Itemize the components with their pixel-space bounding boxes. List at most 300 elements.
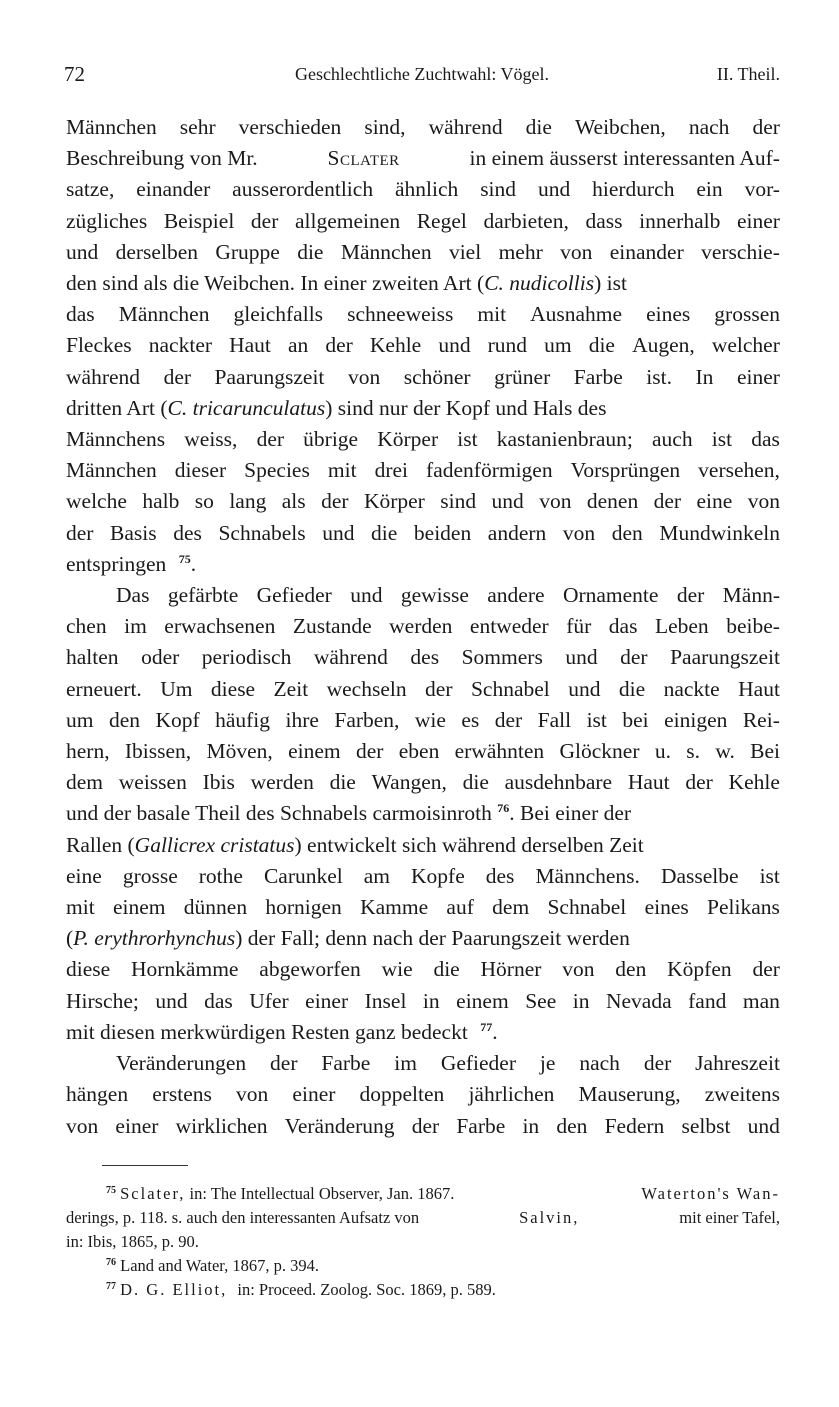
text-line bbox=[66, 486, 780, 517]
word: halb bbox=[142, 489, 180, 514]
word: Beispiel bbox=[163, 208, 235, 233]
word: und bbox=[350, 583, 383, 608]
footnote-75-cont: derings, p. 118. s. auch den interessanten Aufsatz von Salvin, mit einer Tafel, bbox=[66, 1206, 780, 1230]
word: fadenförmigen bbox=[426, 458, 553, 483]
word: Haut bbox=[229, 333, 271, 358]
word: des bbox=[173, 520, 202, 545]
word: die bbox=[329, 770, 356, 795]
word: von bbox=[747, 489, 780, 514]
word: den bbox=[615, 957, 647, 982]
word: Bei bbox=[750, 739, 780, 764]
word: jährlichen bbox=[468, 1082, 555, 1107]
text-line: (P. erythrorhynchus) der Fall; denn nach der Paarungszeit werden bbox=[66, 926, 630, 951]
word: einer bbox=[736, 364, 780, 389]
word: Glöckner bbox=[559, 739, 640, 764]
word: Veränderung bbox=[284, 1113, 395, 1138]
text-line bbox=[66, 674, 780, 705]
page-number: 72 bbox=[64, 62, 85, 86]
word: einander bbox=[609, 239, 684, 264]
word: und bbox=[322, 520, 355, 545]
word: der bbox=[250, 208, 279, 233]
word: Zeit bbox=[273, 676, 309, 701]
word: Gruppe bbox=[215, 239, 280, 264]
footnote-number: 77 bbox=[106, 1281, 116, 1292]
running-title: Geschlechtliche Zuchtwahl: Vögel. bbox=[294, 64, 550, 84]
word: die bbox=[433, 957, 460, 982]
word: die bbox=[588, 333, 615, 358]
word: mit bbox=[327, 458, 357, 483]
word: Veränderungen bbox=[116, 1051, 247, 1076]
word: diese bbox=[210, 676, 256, 701]
word: Paarungszeit bbox=[214, 364, 325, 389]
word: wie bbox=[414, 707, 446, 732]
word: der bbox=[321, 489, 349, 514]
text-line bbox=[66, 330, 780, 361]
word: abgeworfen bbox=[259, 957, 361, 982]
word: Haut bbox=[738, 676, 780, 701]
footnotes bbox=[66, 1182, 780, 1302]
body-text bbox=[66, 112, 780, 1142]
word: Species bbox=[244, 458, 310, 483]
word: und bbox=[747, 1113, 780, 1138]
word: ist bbox=[759, 863, 780, 888]
word: einer bbox=[305, 988, 349, 1013]
word: Pelikans bbox=[707, 895, 780, 920]
word: weissen bbox=[118, 770, 187, 795]
word: welche bbox=[66, 489, 127, 514]
word: der bbox=[66, 520, 94, 545]
text-line bbox=[66, 705, 780, 736]
word: Farbe bbox=[456, 1113, 506, 1138]
word: für bbox=[566, 614, 592, 639]
word: dieser bbox=[174, 458, 227, 483]
word: grosse bbox=[122, 863, 178, 888]
text-line: den sind als die Weibchen. In einer zweiten Art (C. nudicollis) ist bbox=[66, 271, 627, 296]
word: Kehle bbox=[369, 333, 422, 358]
word: um bbox=[544, 333, 572, 358]
word: Augen, bbox=[632, 333, 695, 358]
word: je bbox=[539, 1051, 556, 1076]
word: kastanienbraun; bbox=[496, 427, 633, 452]
word: der bbox=[653, 489, 682, 514]
word: im bbox=[124, 614, 147, 639]
word: nackte bbox=[663, 676, 720, 701]
word: ist. bbox=[646, 364, 672, 389]
word: Männchen bbox=[66, 458, 157, 483]
word: andern bbox=[487, 520, 547, 545]
word: dass bbox=[585, 208, 623, 233]
word: doppelten bbox=[359, 1082, 445, 1107]
footnote-77: $^{77}$ D. G. Elliot, in: Proceed. Zoolog. Soc. 1869, p. 589. bbox=[106, 1280, 496, 1299]
word: den bbox=[556, 1113, 588, 1138]
word: Farbe bbox=[573, 364, 623, 389]
text-line bbox=[66, 986, 780, 1017]
text-line bbox=[66, 518, 780, 549]
word: der bbox=[270, 1051, 298, 1076]
word: der bbox=[163, 364, 192, 389]
word: die bbox=[462, 770, 489, 795]
word: Zustande bbox=[292, 614, 372, 639]
text-line bbox=[66, 424, 780, 455]
word: des bbox=[485, 863, 515, 888]
word: einem bbox=[288, 739, 341, 764]
word: Nevada bbox=[605, 988, 672, 1013]
footnote-number: 76 bbox=[106, 1257, 116, 1268]
cited-author: D. G. Elliot, bbox=[120, 1280, 228, 1299]
word: Ausnahme bbox=[530, 302, 623, 327]
word: auch bbox=[652, 427, 693, 452]
word: Kamme bbox=[360, 895, 429, 920]
word: mehr bbox=[498, 239, 543, 264]
word: und bbox=[491, 489, 524, 514]
word: andere bbox=[487, 583, 545, 608]
text-line bbox=[66, 237, 780, 268]
word: von bbox=[562, 957, 595, 982]
word: satze, bbox=[66, 177, 115, 202]
word: Mauserung, bbox=[578, 1082, 681, 1107]
word: Federn bbox=[604, 1113, 665, 1138]
running-header bbox=[64, 62, 780, 90]
word: Dasselbe bbox=[660, 863, 739, 888]
word: wirklichen bbox=[175, 1113, 268, 1138]
word: der bbox=[425, 676, 453, 701]
word: chen bbox=[66, 614, 107, 639]
word: Mundwinkeln bbox=[659, 520, 780, 545]
text-line bbox=[66, 580, 780, 611]
word: ähnlich bbox=[394, 177, 459, 202]
word: während bbox=[428, 115, 503, 139]
word: diese bbox=[66, 957, 111, 982]
word: wie bbox=[381, 957, 413, 982]
word: ist bbox=[711, 427, 733, 452]
word: w. bbox=[715, 739, 735, 764]
word: erneuert. bbox=[66, 676, 142, 701]
word: Köpfen bbox=[667, 957, 732, 982]
word: und bbox=[66, 239, 99, 264]
word: Kopfe bbox=[411, 863, 465, 888]
word: der bbox=[676, 583, 705, 608]
word: der bbox=[620, 645, 648, 670]
word: erwähnten bbox=[454, 739, 545, 764]
word: gewisse bbox=[400, 583, 469, 608]
text-line: entspringen $^{75}$. bbox=[66, 551, 197, 576]
word: bei bbox=[622, 707, 649, 732]
text-line: und der basale Theil des Schnabels carmoisinroth $^{76}$. Bei einer der bbox=[66, 801, 632, 826]
word: der bbox=[752, 115, 780, 139]
word: eine bbox=[696, 489, 733, 514]
text-line bbox=[66, 767, 780, 798]
word: darbieten, bbox=[483, 208, 569, 233]
word: sind, bbox=[364, 115, 406, 139]
text-line bbox=[66, 455, 780, 486]
word: am bbox=[363, 863, 391, 888]
word: welcher bbox=[711, 333, 780, 358]
word: Kehle bbox=[728, 770, 780, 795]
text-line bbox=[66, 892, 780, 923]
author-name: Sclater bbox=[327, 146, 400, 171]
species-name: C. tricarunculatus bbox=[167, 395, 326, 420]
word: Paarungszeit bbox=[670, 645, 780, 670]
word: dünnen bbox=[183, 895, 248, 920]
word: ein bbox=[696, 177, 723, 202]
word: u. bbox=[654, 739, 671, 764]
word: erwachsenen bbox=[164, 614, 276, 639]
part-label: II. Theil. bbox=[716, 64, 780, 84]
word: Männchen bbox=[340, 239, 432, 264]
word: übrige bbox=[303, 427, 359, 452]
word: schöner bbox=[403, 364, 471, 389]
word: Männchens. bbox=[535, 863, 640, 888]
word: eine bbox=[66, 863, 102, 888]
word: rothe bbox=[198, 863, 243, 888]
word: Ibis bbox=[202, 770, 235, 795]
word: Gefieder bbox=[440, 1051, 517, 1076]
word: werden bbox=[389, 614, 453, 639]
text-line bbox=[66, 206, 780, 237]
text-line bbox=[66, 736, 780, 767]
word: die bbox=[618, 676, 646, 701]
footnote-divider bbox=[102, 1165, 188, 1166]
word: s. bbox=[686, 739, 700, 764]
word: gefärbte bbox=[167, 583, 239, 608]
word: Um bbox=[160, 676, 193, 701]
word: die bbox=[371, 520, 398, 545]
word: im bbox=[394, 1051, 417, 1076]
text-line: mit diesen merkwürdigen Resten ganz bedeckt $^{77}$. bbox=[66, 1019, 498, 1044]
word: Männ- bbox=[722, 583, 780, 608]
word: zügliches bbox=[66, 208, 148, 233]
word: auf bbox=[446, 895, 474, 920]
word: Hornkämme bbox=[131, 957, 239, 982]
word: nackter bbox=[148, 333, 213, 358]
word: rund bbox=[487, 333, 528, 358]
text-line: Beschreibung von Mr. Sclater in einem äusserst interessanten Auf- bbox=[66, 143, 780, 174]
footnote-number: 75 bbox=[106, 1185, 116, 1196]
word: des bbox=[410, 645, 440, 670]
text-line bbox=[66, 642, 780, 673]
word: Kopf bbox=[155, 707, 200, 732]
word: in bbox=[572, 988, 590, 1013]
word: Männchens bbox=[66, 427, 166, 452]
word: oder bbox=[141, 645, 180, 670]
text-line: Rallen (Gallicrex cristatus) entwickelt sich während derselben Zeit bbox=[66, 832, 644, 857]
word: innerhalb bbox=[639, 208, 721, 233]
cited-author: Sclater, bbox=[120, 1184, 186, 1203]
word: ist bbox=[586, 707, 607, 732]
text-line bbox=[66, 1079, 780, 1110]
word: in bbox=[422, 988, 440, 1013]
word: Wangen, bbox=[371, 770, 447, 795]
word: und bbox=[438, 333, 471, 358]
word: drei bbox=[374, 458, 409, 483]
word: grossen bbox=[714, 302, 780, 327]
word: Farbe bbox=[321, 1051, 371, 1076]
species-name: P. erythrorhynchus bbox=[73, 926, 236, 951]
word: selbst bbox=[681, 1113, 731, 1138]
word: Hörner bbox=[480, 957, 542, 982]
word: das bbox=[204, 988, 233, 1013]
word: periodisch bbox=[201, 645, 292, 670]
word: der bbox=[494, 707, 523, 732]
word: das bbox=[751, 427, 780, 452]
word: und bbox=[537, 177, 571, 202]
word: gleichfalls bbox=[233, 302, 324, 327]
word: Sommers bbox=[461, 645, 543, 670]
word: denen bbox=[586, 489, 639, 514]
word: Jahreszeit bbox=[695, 1051, 780, 1076]
text-line bbox=[66, 1111, 780, 1142]
word: Insel bbox=[364, 988, 407, 1013]
word: Das bbox=[116, 583, 150, 608]
word: nach bbox=[688, 115, 730, 139]
word: hern, bbox=[66, 739, 110, 764]
text-line bbox=[66, 861, 780, 892]
word: Leben bbox=[654, 614, 709, 639]
word: See bbox=[525, 988, 557, 1013]
word: Vorsprüngen bbox=[570, 458, 681, 483]
word: einer bbox=[115, 1113, 159, 1138]
word: zweitens bbox=[704, 1082, 780, 1107]
text-line bbox=[66, 611, 780, 642]
word: die bbox=[297, 239, 324, 264]
word: den bbox=[611, 520, 643, 545]
word: eben bbox=[398, 739, 440, 764]
word: sind bbox=[440, 489, 477, 514]
word: grüner bbox=[494, 364, 551, 389]
word: Gefieder bbox=[256, 583, 332, 608]
word: Fall bbox=[537, 707, 572, 732]
text-line bbox=[66, 1048, 780, 1079]
word: vor- bbox=[744, 177, 780, 202]
word: und bbox=[155, 988, 188, 1013]
word: Männchen bbox=[66, 115, 157, 139]
word: Fleckes bbox=[66, 333, 132, 358]
word: von bbox=[66, 1113, 99, 1138]
word: ausserordentlich bbox=[232, 177, 374, 202]
text-line bbox=[66, 112, 780, 143]
word: erstens bbox=[152, 1082, 212, 1107]
word: ist bbox=[457, 427, 478, 452]
species-name: C. nudicollis bbox=[484, 271, 595, 296]
footnote-75-end: in: Ibis, 1865, p. 90. bbox=[66, 1232, 199, 1251]
word: beiden bbox=[413, 520, 472, 545]
word: Regel bbox=[416, 208, 467, 233]
word: mit bbox=[66, 895, 95, 920]
word: einer bbox=[292, 1082, 336, 1107]
word: halten bbox=[66, 645, 119, 670]
footnote-ref: 76 bbox=[497, 801, 510, 816]
word: Körper bbox=[363, 489, 425, 514]
word: Ibissen, bbox=[124, 739, 192, 764]
word: der bbox=[411, 1113, 440, 1138]
footnote-76: $^{76}$ Land and Water, 1867, p. 394. bbox=[106, 1256, 319, 1275]
footnote-ref: 75 bbox=[178, 551, 191, 566]
word: einem bbox=[112, 895, 166, 920]
word: eines bbox=[646, 302, 691, 327]
word: von bbox=[562, 520, 596, 545]
word: hierdurch bbox=[592, 177, 675, 202]
word: von bbox=[539, 489, 572, 514]
word: schneeweiss bbox=[347, 302, 454, 327]
word: einem bbox=[456, 988, 509, 1013]
word: den bbox=[108, 707, 140, 732]
word: Männchen bbox=[118, 302, 210, 327]
text-line bbox=[66, 299, 780, 330]
word: Haut bbox=[627, 770, 670, 795]
word: Schnabel bbox=[547, 895, 627, 920]
word: von bbox=[560, 239, 593, 264]
word: mit bbox=[477, 302, 507, 327]
word: von bbox=[347, 364, 381, 389]
word: versehen, bbox=[698, 458, 780, 483]
word: und bbox=[565, 645, 598, 670]
word: und bbox=[568, 676, 601, 701]
word: der bbox=[355, 739, 384, 764]
word: um bbox=[66, 707, 94, 732]
word: während bbox=[313, 645, 388, 670]
word: wechseln bbox=[326, 676, 407, 701]
word: der bbox=[256, 427, 285, 452]
word: sind bbox=[480, 177, 517, 202]
word: das bbox=[66, 302, 95, 327]
word: während bbox=[66, 364, 141, 389]
word: Ornamente bbox=[562, 583, 659, 608]
word: werden bbox=[250, 770, 314, 795]
word: ausdehnbare bbox=[504, 770, 613, 795]
word: In bbox=[695, 364, 714, 389]
word: Körper bbox=[377, 427, 439, 452]
word: beibe- bbox=[726, 614, 780, 639]
word: einander bbox=[136, 177, 211, 202]
footnote-75: $^{75}$ Sclater, in: The Intellectual Observer, Jan. 1867. Waterton's Wan- bbox=[106, 1184, 780, 1203]
word: viel bbox=[448, 239, 482, 264]
word: in bbox=[522, 1113, 540, 1138]
word: von bbox=[236, 1082, 269, 1107]
word: so bbox=[194, 489, 214, 514]
word: Möven, bbox=[206, 739, 273, 764]
word: der bbox=[685, 770, 713, 795]
word: als bbox=[281, 489, 306, 514]
species-name: Gallicrex cristatus bbox=[134, 832, 295, 857]
word: Basis bbox=[110, 520, 157, 545]
word: der bbox=[643, 1051, 672, 1076]
word: einer bbox=[736, 208, 780, 233]
word: derselben bbox=[115, 239, 198, 264]
text-line bbox=[66, 362, 780, 393]
word: Rei- bbox=[742, 707, 780, 732]
text-line bbox=[66, 174, 780, 205]
word: einigen bbox=[664, 707, 728, 732]
word: Carunkel bbox=[263, 863, 343, 888]
word: nach bbox=[579, 1051, 620, 1076]
word: Ufer bbox=[249, 988, 289, 1013]
footnote-ref: 77 bbox=[480, 1019, 493, 1034]
word: an bbox=[287, 333, 309, 358]
word: Hirsche; bbox=[66, 988, 139, 1013]
word: lang bbox=[229, 489, 267, 514]
word: Schnabels bbox=[218, 520, 306, 545]
word: eines bbox=[644, 895, 689, 920]
word: Schnabel bbox=[470, 676, 550, 701]
word: hängen bbox=[66, 1082, 129, 1107]
word: weiss, bbox=[184, 427, 238, 452]
text-line: dritten Art (C. tricarunculatus) sind nur der Kopf und Hals des bbox=[66, 395, 607, 420]
word: der bbox=[325, 333, 353, 358]
word: ihre bbox=[285, 707, 319, 732]
word: häufig bbox=[215, 707, 271, 732]
word: entweder bbox=[469, 614, 549, 639]
word: sehr bbox=[179, 115, 216, 139]
